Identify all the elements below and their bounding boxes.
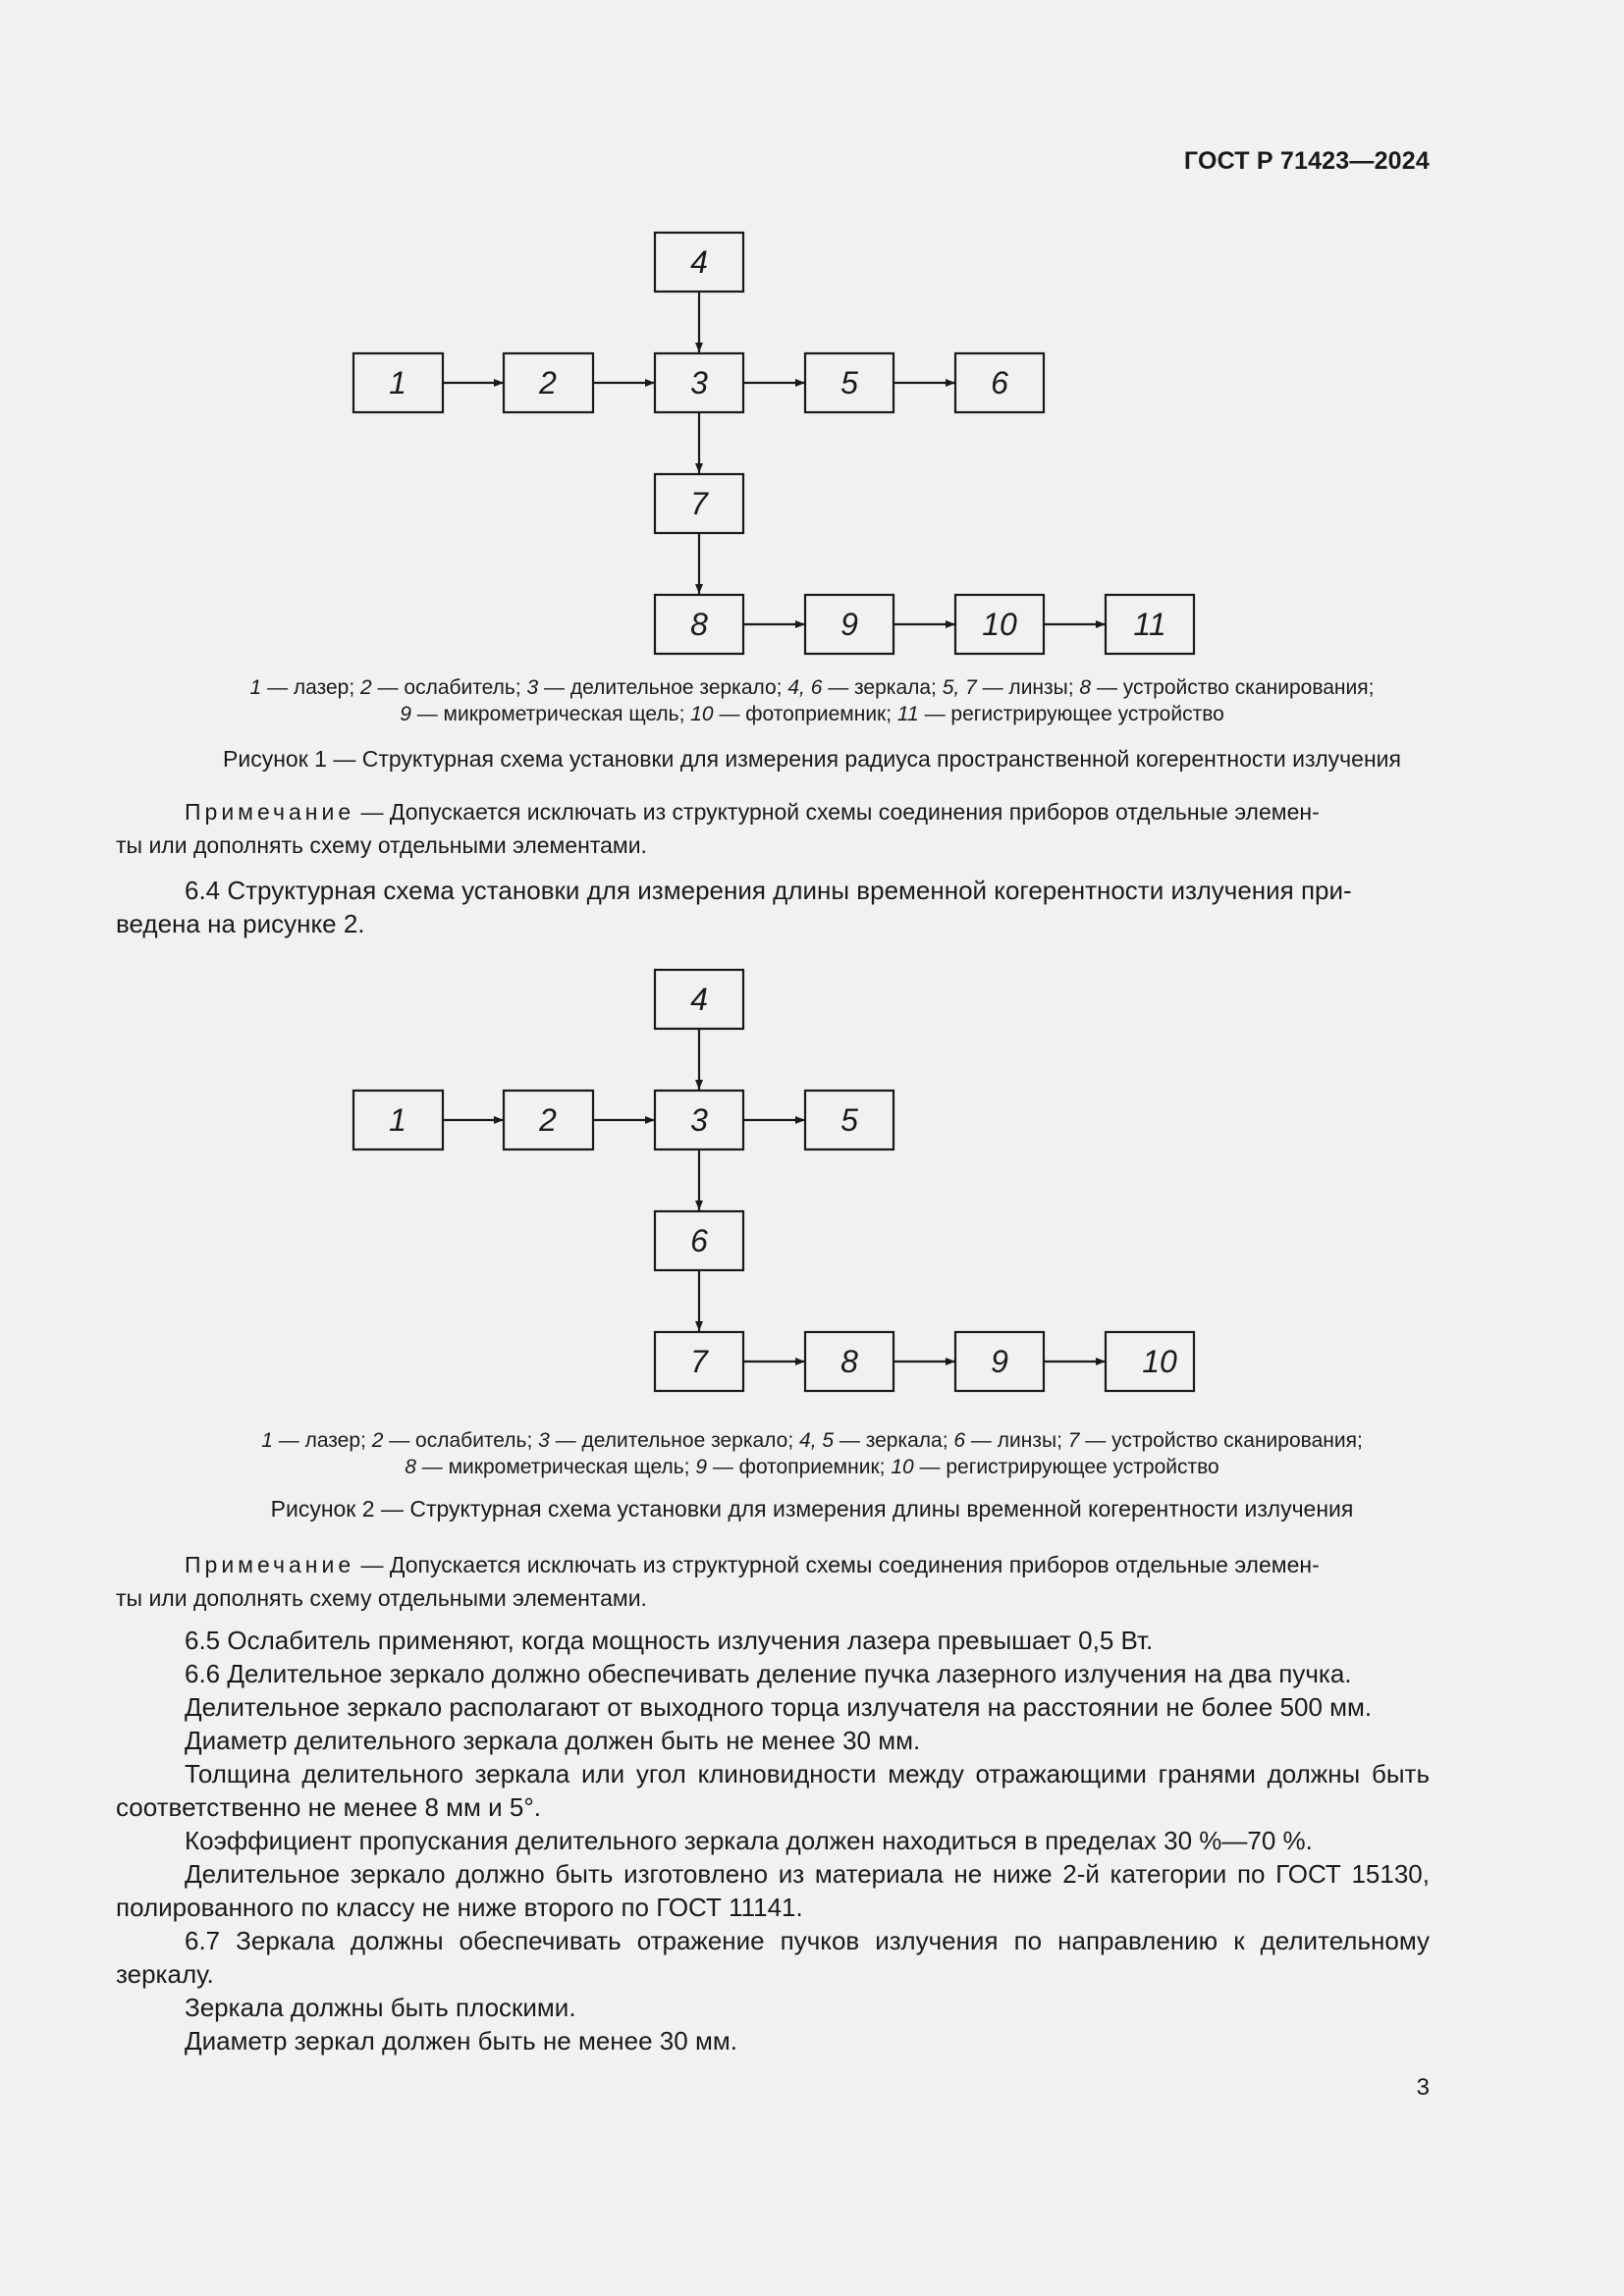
svg-text:4: 4 xyxy=(690,244,708,280)
svg-text:6: 6 xyxy=(991,365,1008,400)
svg-text:10: 10 xyxy=(1142,1344,1177,1379)
legend-num: 11 xyxy=(896,703,919,725)
legend-num: 5, 7 xyxy=(942,676,977,699)
block-3 xyxy=(655,1091,743,1149)
legend-text: — зеркала; xyxy=(822,676,943,699)
legend-num: 6 xyxy=(953,1429,966,1452)
svg-text:7: 7 xyxy=(690,486,708,521)
legend-text: — линзы; xyxy=(976,676,1080,699)
figure-2-legend xyxy=(118,1427,1506,1480)
legend-text: — делительное зеркало; xyxy=(549,1429,800,1452)
block-5 xyxy=(805,1091,893,1149)
legend-num: 4, 5 xyxy=(799,1429,835,1452)
svg-text:8: 8 xyxy=(840,1344,858,1379)
legend-num: 2 xyxy=(360,676,372,699)
block-2 xyxy=(504,1091,593,1149)
paragraph-6-7: 6.7 Зеркала должны обеспечивать отражение пучков излучения по направлению к делительному зеркалу. xyxy=(116,1926,1430,1989)
legend-text: — устройство сканирования; xyxy=(1079,1429,1363,1452)
block-10 xyxy=(1106,1332,1194,1391)
legend-text: — делительное зеркало; xyxy=(538,676,788,699)
paragraph-6-6: 6.6 Делительное зеркало должно обеспечивать деление пучка лазерного излучения на два пучка. xyxy=(185,1659,1352,1688)
block-8 xyxy=(805,1332,893,1391)
legend-num: 9 xyxy=(695,1456,707,1478)
svg-text:11: 11 xyxy=(1133,607,1166,642)
svg-text:3: 3 xyxy=(690,1102,708,1138)
note-2-line-2: ты или дополнять схему отдельными элементами. xyxy=(116,1585,647,1611)
legend-num: 1 xyxy=(261,1429,273,1452)
legend-num: 3 xyxy=(526,676,539,699)
svg-text:9: 9 xyxy=(991,1344,1008,1379)
note-label: Примечание xyxy=(185,799,355,825)
svg-text:3: 3 xyxy=(690,365,708,400)
legend-num: 3 xyxy=(538,1429,550,1452)
legend-text: — микрометрическая щель; xyxy=(415,1456,696,1478)
legend-text: — лазер; xyxy=(272,1429,372,1452)
paragraph-mirror-distance: Делительное зеркало располагают от выходного торца излучателя на расстоянии не более 500 мм. xyxy=(185,1692,1373,1722)
legend-num: 9 xyxy=(400,703,411,725)
figure-2-caption: Рисунок 2 — Структурная схема установки для измерения длины временной когерентности излучения xyxy=(270,1496,1354,1522)
note-label: Примечание xyxy=(185,1552,355,1577)
svg-text:5: 5 xyxy=(840,365,858,400)
note-1-line-2: ты или дополнять схему отдельными элементами. xyxy=(116,832,647,858)
svg-text:4: 4 xyxy=(690,982,708,1017)
paragraph-transmission: Коэффициент пропускания делительного зеркала должен находиться в пределах 30 %—70 %. xyxy=(185,1826,1313,1855)
paragraph-material: Делительное зеркало должно быть изготовлено из материала не ниже 2-й категории по ГОСТ 15130, полированного по классу не ниже второго по ГОСТ 11141. xyxy=(116,1859,1430,1922)
svg-text:8: 8 xyxy=(690,607,708,642)
legend-num: 2 xyxy=(371,1429,384,1452)
paragraph-flat-mirrors: Зеркала должны быть плоскими. xyxy=(185,1993,576,2022)
paragraph-6-4-line-1: 6.4 Структурная схема установки для измерения длины временной когерентности излучения при- xyxy=(185,876,1352,905)
figure-1-caption: Рисунок 1 — Структурная схема установки для измерения радиуса пространственной когерентности излучения xyxy=(223,746,1401,772)
paragraph-mirror-thickness: Толщина делительного зеркала или угол клиновидности между отражающими гранями должны быть соответственно не менее 8 мм и 5°. xyxy=(116,1759,1430,1822)
legend-num: 4, 6 xyxy=(787,676,823,699)
note-2 xyxy=(116,1548,1430,1615)
legend-text: — микрометрическая щель; xyxy=(410,703,691,725)
legend-line-1 xyxy=(118,1427,1506,1454)
svg-text:9: 9 xyxy=(840,607,858,642)
legend-text: — ослабитель; xyxy=(371,676,527,699)
svg-text:6: 6 xyxy=(690,1223,708,1258)
block-6 xyxy=(655,1211,743,1270)
svg-text:2: 2 xyxy=(539,365,557,400)
paragraph-mirror-diameter: Диаметр делительного зеркала должен быть не менее 30 мм. xyxy=(185,1726,921,1755)
legend-text: — устройство сканирования; xyxy=(1091,676,1375,699)
block-1 xyxy=(353,1091,443,1149)
legend-text: — зеркала; xyxy=(834,1429,954,1452)
legend-num: 8 xyxy=(405,1456,416,1478)
legend-num: 8 xyxy=(1079,676,1092,699)
legend-text: — регистрирующее устройство xyxy=(918,703,1224,725)
legend-line-2 xyxy=(118,1454,1506,1480)
legend-num: 1 xyxy=(249,676,262,699)
legend-num: 7 xyxy=(1067,1429,1080,1452)
legend-text: — фотоприемник; xyxy=(713,703,897,725)
svg-text:1: 1 xyxy=(389,365,406,400)
legend-text: — фотоприемник; xyxy=(707,1456,892,1478)
block-9 xyxy=(955,1332,1044,1391)
svg-text:1: 1 xyxy=(389,1102,406,1138)
note-text: — Допускается исключать из структурной схемы соединения приборов отдельные элемен- xyxy=(354,1552,1320,1577)
legend-text: — лазер; xyxy=(261,676,361,699)
legend-text: — регистрирующее устройство xyxy=(913,1456,1219,1478)
body-text xyxy=(116,1624,1430,2057)
svg-text:2: 2 xyxy=(539,1102,557,1138)
block-7 xyxy=(655,1332,743,1391)
paragraph-mirror-diameter-2: Диаметр зеркал должен быть не менее 30 мм. xyxy=(185,2026,737,2056)
note-2-line-1 xyxy=(116,1548,1430,1581)
paragraph-6-5: 6.5 Ослабитель применяют, когда мощность излучения лазера превышает 0,5 Вт. xyxy=(185,1626,1154,1655)
block-4 xyxy=(655,970,743,1029)
svg-text:10: 10 xyxy=(982,607,1017,642)
svg-text:5: 5 xyxy=(840,1102,858,1138)
legend-num: 10 xyxy=(690,703,714,725)
document-header: ГОСТ Р 71423—2024 xyxy=(1183,147,1430,175)
legend-num: 10 xyxy=(891,1456,914,1478)
legend-text: — ослабитель; xyxy=(383,1429,539,1452)
page-number: 3 xyxy=(1416,2074,1430,2101)
paragraph-6-4-line-2: ведена на рисунке 2. xyxy=(116,909,365,938)
legend-text: — линзы; xyxy=(965,1429,1068,1452)
svg-text:7: 7 xyxy=(690,1344,708,1379)
note-text: — Допускается исключать из структурной схемы соединения приборов отдельные элемен- xyxy=(354,799,1320,825)
